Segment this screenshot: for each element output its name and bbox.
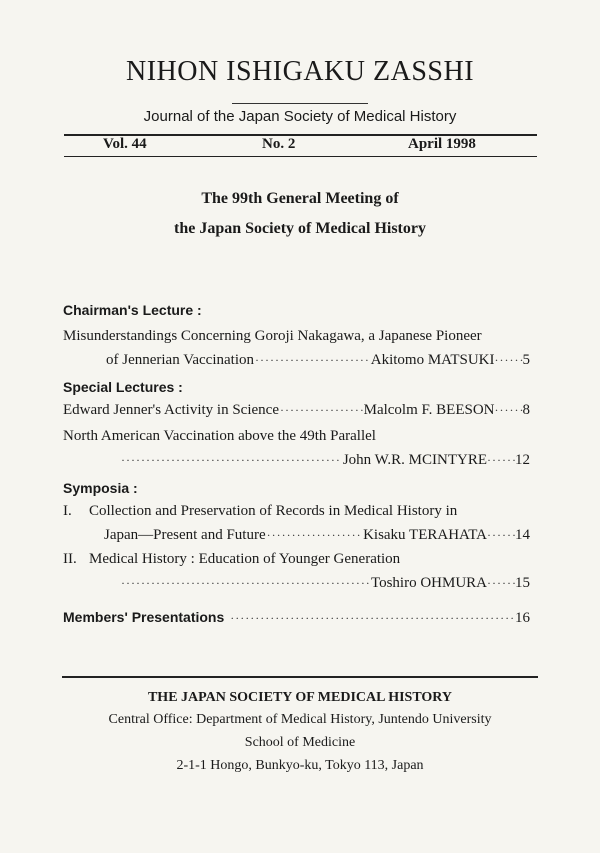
symposium-1-number: I. [63, 503, 72, 519]
leader-dots [255, 353, 370, 368]
symposium-2-title: Medical History : Education of Younger Generation [89, 551, 401, 567]
volume-number: Vol. 44 [103, 136, 147, 152]
chairman-lecture-title-cont: of Jennerian Vaccination [106, 352, 255, 368]
toc-entry-members [63, 609, 530, 627]
leader-dots [230, 611, 514, 626]
meeting-title-line2: the Japan Society of Medical History [174, 220, 426, 237]
special-lecture-1-title: Edward Jenner's Activity in Science [63, 402, 279, 418]
society-name: THE JAPAN SOCIETY OF MEDICAL HISTORY [147, 690, 453, 705]
meeting-title-line1: The 99th General Meeting of [201, 190, 399, 207]
special-lecture-2-title: North American Vaccination above the 49th Parallel [63, 428, 376, 444]
toc-entry-symposium-1 [104, 527, 530, 544]
leader-dots [487, 576, 515, 591]
special-lecture-1-author: Malcolm F. BEESON [363, 402, 495, 418]
issue-number: No. 2 [262, 136, 296, 152]
leader-dots [267, 528, 362, 543]
special-lecture-2-page: 12 [515, 452, 530, 468]
symposium-1-page: 14 [515, 527, 530, 543]
symposium-1-title-cont: Japan—Present and Future [104, 527, 266, 543]
special-lecture-1-page: 8 [522, 402, 530, 418]
leader-dots [495, 353, 523, 368]
office-address-line2: School of Medicine [244, 735, 356, 750]
toc-entry-special-1 [63, 402, 530, 419]
toc-entry-symposium-2 [120, 575, 530, 592]
issue-date: April 1998 [408, 136, 476, 152]
chairman-lecture-title: Misunderstandings Concerning Goroji Nakagawa, a Japanese Pioneer [63, 328, 482, 344]
symposium-1-title: Collection and Preservation of Records in Medical History in [89, 503, 458, 519]
leader-dots [121, 453, 342, 468]
leader-dots [495, 403, 523, 418]
section-heading-symposia: Symposia : [63, 480, 138, 496]
symposium-1-author: Kisaku TERAHATA [363, 527, 487, 543]
title-divider [232, 103, 368, 104]
symposium-2-author: Toshiro OHMURA [370, 575, 487, 591]
section-heading-special: Special Lectures : [63, 379, 183, 395]
leader-dots [280, 403, 363, 418]
symposium-2-number: II. [63, 551, 77, 567]
section-heading-members: Members' Presentations [63, 609, 225, 625]
leader-dots [487, 528, 515, 543]
toc-entry-special-2 [120, 452, 530, 469]
special-lecture-2-author: John W.R. MCINTYRE [342, 452, 487, 468]
chairman-lecture-author: Akitomo MATSUKI [370, 352, 495, 368]
issue-rule-bottom [64, 156, 537, 157]
toc-entry-chairman [106, 352, 530, 369]
chairman-lecture-page: 5 [522, 352, 530, 368]
members-presentations-page: 16 [515, 610, 530, 626]
section-heading-chairman: Chairman's Lecture : [63, 302, 202, 318]
journal-subtitle: Journal of the Japan Society of Medical History [143, 108, 457, 125]
office-address-line3: 2-1-1 Hongo, Bunkyo-ku, Tokyo 113, Japan [176, 758, 424, 773]
office-address-line1: Central Office: Department of Medical History, Juntendo University [108, 712, 492, 727]
leader-dots [121, 576, 370, 591]
leader-dots [487, 453, 515, 468]
symposium-2-page: 15 [515, 575, 530, 591]
footer-rule [62, 676, 538, 678]
journal-title: NIHON ISHIGAKU ZASSHI [125, 56, 475, 87]
